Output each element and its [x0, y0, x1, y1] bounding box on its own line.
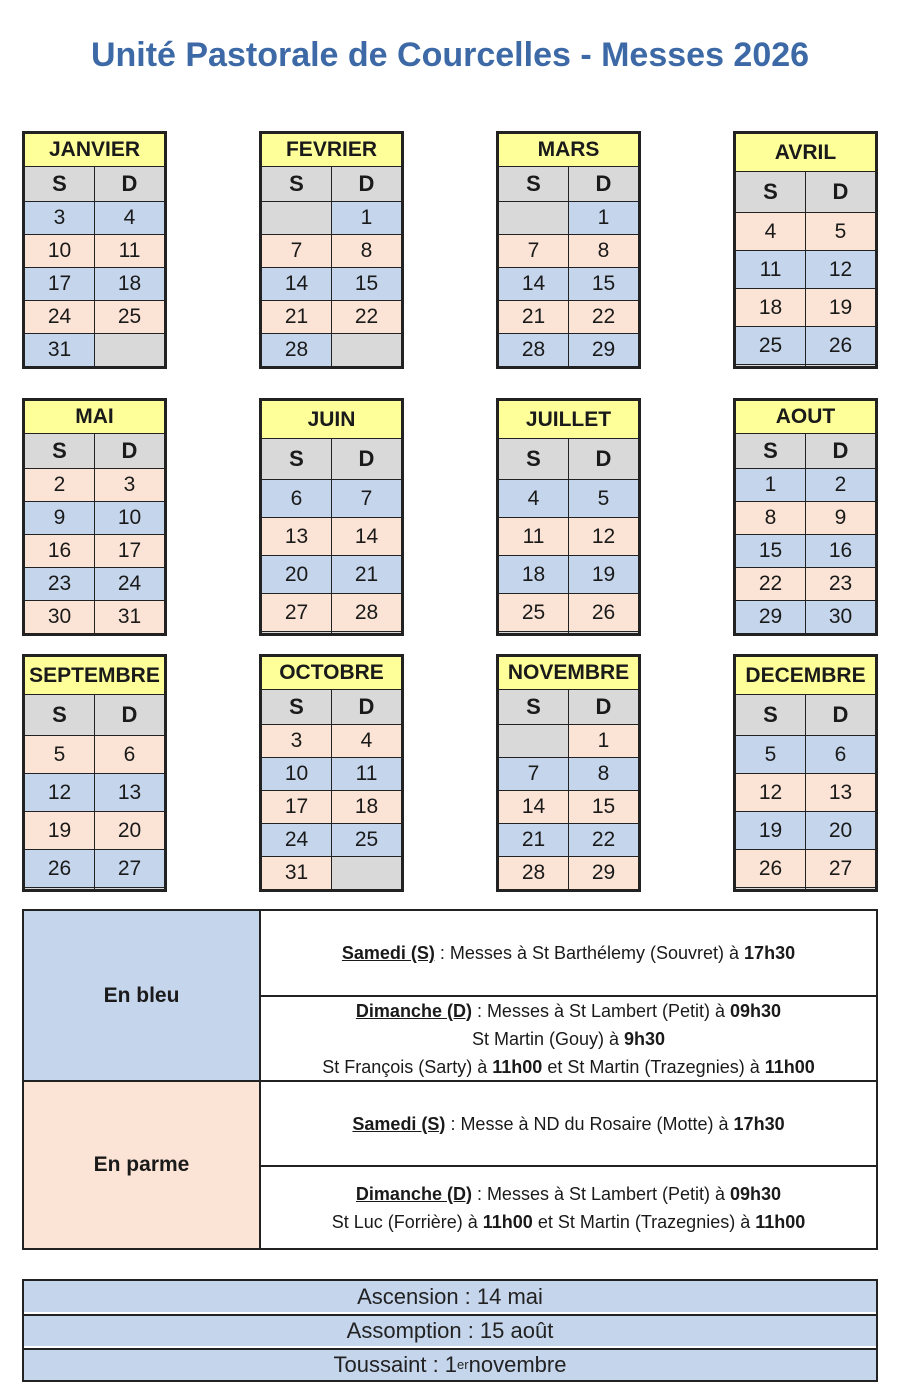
month-name: NOVEMBRE [499, 657, 639, 690]
sunday-time: 11h00 [755, 1211, 806, 1232]
saturday-header: S [499, 166, 569, 202]
saturday-date: 29 [736, 601, 806, 634]
sunday-date: 20 [95, 812, 165, 850]
sunday-date: 8 [569, 758, 639, 791]
sunday-time: 09h30 [730, 1183, 782, 1204]
saturday-text: : Messes à St Barthélemy (Souvret) à [434, 943, 745, 963]
sunday-date: 12 [806, 251, 876, 289]
sunday-date: 13 [806, 774, 876, 812]
month-avril [733, 131, 878, 369]
sunday-date: 27 [806, 850, 876, 888]
saturday-date: 21 [262, 301, 332, 334]
saturday-date: 27 [262, 594, 332, 632]
saturday-header: S [25, 433, 95, 469]
sunday-date: 20 [806, 812, 876, 850]
saturday-date: 16 [25, 535, 95, 568]
sunday-date [95, 888, 165, 890]
sunday-date: 30 [806, 601, 876, 634]
sunday-text: : Messes à St Lambert (Petit) à [471, 1000, 731, 1021]
sunday-date: 15 [569, 268, 639, 301]
sunday-date: 12 [569, 518, 639, 556]
saturday-date: 2 [25, 469, 95, 502]
feast-assomption: Assomption : 15 août [24, 1315, 876, 1349]
sunday-date: 1 [569, 202, 639, 235]
sunday-header: D [569, 166, 639, 202]
sunday-text: et St Martin (Trazegnies) à [532, 1211, 756, 1232]
sunday-header: D [806, 695, 876, 736]
month-septembre [22, 654, 167, 892]
saturday-header: S [736, 172, 806, 213]
saturday-date: 13 [262, 518, 332, 556]
sunday-time: 9h30 [624, 1028, 666, 1049]
month-fevrier [259, 131, 404, 369]
saturday-date: 7 [499, 235, 569, 268]
sunday-date: 31 [95, 601, 165, 634]
sunday-header: D [806, 433, 876, 469]
sunday-text: St François (Sarty) à [322, 1056, 493, 1077]
sunday-date [806, 365, 876, 367]
sunday-date: 16 [806, 535, 876, 568]
saturday-label: Samedi (S) [352, 1113, 446, 1134]
sunday-date: 6 [806, 736, 876, 774]
month-octobre [259, 654, 404, 892]
sunday-header: D [806, 172, 876, 213]
month-name: FEVRIER [262, 134, 402, 167]
sunday-date: 8 [569, 235, 639, 268]
sunday-date: 25 [95, 301, 165, 334]
saturday-date: 8 [736, 502, 806, 535]
saturday-date: 10 [262, 758, 332, 791]
saturday-date: 26 [25, 850, 95, 888]
legend-parme-sunday [261, 1167, 876, 1248]
page-title: Unité Pastorale de Courcelles - Messes 2026 [90, 36, 810, 74]
saturday-date: 4 [499, 480, 569, 518]
sunday-date: 1 [569, 725, 639, 758]
sunday-date [806, 888, 876, 890]
saturday-date: 25 [499, 594, 569, 632]
saturday-date [499, 202, 569, 235]
sunday-time: 11h00 [764, 1056, 815, 1077]
saturday-label: Samedi (S) [341, 943, 435, 963]
sunday-header: D [569, 439, 639, 480]
saturday-header: S [262, 439, 332, 480]
legend-parme-saturday [261, 1082, 876, 1165]
sunday-date: 11 [95, 235, 165, 268]
sunday-date: 19 [569, 556, 639, 594]
saturday-date: 21 [499, 301, 569, 334]
sunday-date: 19 [806, 289, 876, 327]
month-name: OCTOBRE [262, 657, 402, 690]
sunday-date: 6 [95, 736, 165, 774]
sunday-date: 10 [95, 502, 165, 535]
saturday-date: 19 [736, 812, 806, 850]
sunday-header: D [332, 689, 402, 725]
month-mars [496, 131, 641, 369]
saturday-date: 7 [262, 235, 332, 268]
sunday-date: 3 [95, 469, 165, 502]
saturday-date: 25 [736, 327, 806, 365]
month-novembre [496, 654, 641, 892]
month-name: JUIN [262, 401, 402, 439]
month-name: AOUT [736, 401, 876, 434]
sunday-text: et St Martin (Trazegnies) à [542, 1056, 765, 1077]
sunday-text: St Luc (Forrière) à [331, 1211, 483, 1232]
sunday-date: 28 [332, 594, 402, 632]
saturday-date: 11 [736, 251, 806, 289]
saturday-date: 17 [262, 791, 332, 824]
saturday-date: 6 [262, 480, 332, 518]
sunday-date: 5 [806, 213, 876, 251]
sunday-date: 9 [806, 502, 876, 535]
sunday-date: 14 [332, 518, 402, 556]
saturday-date: 1 [736, 469, 806, 502]
saturday-date [25, 888, 95, 890]
sunday-date [332, 632, 402, 634]
sunday-date: 1 [332, 202, 402, 235]
saturday-date: 3 [25, 202, 95, 235]
saturday-date: 20 [262, 556, 332, 594]
saturday-header: S [499, 689, 569, 725]
month-name: AVRIL [736, 134, 876, 172]
saturday-date: 12 [736, 774, 806, 812]
month-juillet [496, 398, 641, 636]
sunday-label: Dimanche (D) [355, 1000, 472, 1021]
feast-superscript: er [457, 1357, 469, 1372]
saturday-date [262, 632, 332, 634]
sunday-header: D [569, 689, 639, 725]
sunday-date [332, 334, 402, 367]
sunday-label: Dimanche (D) [355, 1183, 472, 1204]
sunday-date: 4 [95, 202, 165, 235]
sunday-date [569, 632, 639, 634]
month-name: DECEMBRE [736, 657, 876, 695]
saturday-date: 11 [499, 518, 569, 556]
month-name: MARS [499, 134, 639, 167]
saturday-date: 23 [25, 568, 95, 601]
month-decembre [733, 654, 878, 892]
saturday-header: S [25, 166, 95, 202]
legend-parme-label: En parme [24, 1080, 261, 1248]
month-juin [259, 398, 404, 636]
saturday-date: 14 [262, 268, 332, 301]
sunday-date: 22 [569, 824, 639, 857]
saturday-date: 14 [499, 268, 569, 301]
saturday-date: 28 [499, 857, 569, 890]
saturday-date: 22 [736, 568, 806, 601]
sunday-date: 8 [332, 235, 402, 268]
month-name: JUILLET [499, 401, 639, 439]
sunday-date: 2 [806, 469, 876, 502]
sunday-time: 11h00 [492, 1056, 543, 1077]
sunday-date: 18 [95, 268, 165, 301]
saturday-time: 17h30 [744, 943, 796, 963]
saturday-header: S [499, 439, 569, 480]
sunday-date: 26 [806, 327, 876, 365]
feast-text: Toussaint : 1 [333, 1351, 458, 1377]
sunday-date [332, 857, 402, 890]
sunday-date: 27 [95, 850, 165, 888]
saturday-date: 19 [25, 812, 95, 850]
saturday-date: 31 [25, 334, 95, 367]
month-aout [733, 398, 878, 636]
saturday-header: S [262, 689, 332, 725]
month-name: SEPTEMBRE [25, 657, 165, 695]
sunday-date: 26 [569, 594, 639, 632]
sunday-date: 21 [332, 556, 402, 594]
feast-text: novembre [468, 1351, 567, 1377]
sunday-date: 11 [332, 758, 402, 791]
sunday-date: 13 [95, 774, 165, 812]
saturday-date: 28 [262, 334, 332, 367]
sunday-header: D [95, 433, 165, 469]
saturday-date: 12 [25, 774, 95, 812]
feast-ascension: Ascension : 14 mai [24, 1281, 876, 1315]
saturday-date: 15 [736, 535, 806, 568]
saturday-date: 10 [25, 235, 95, 268]
saturday-header: S [25, 695, 95, 736]
saturday-date [499, 725, 569, 758]
saturday-text: : Messe à ND du Rosaire (Motte) à [445, 1113, 734, 1134]
saturday-date: 9 [25, 502, 95, 535]
legend-blue-sunday [261, 997, 876, 1080]
month-mai [22, 398, 167, 636]
sunday-text: : Messes à St Lambert (Petit) à [471, 1183, 731, 1204]
sunday-header: D [332, 166, 402, 202]
saturday-date: 26 [736, 850, 806, 888]
sunday-date: 22 [332, 301, 402, 334]
saturday-date [499, 632, 569, 634]
sunday-date [95, 334, 165, 367]
sunday-time: 11h00 [482, 1211, 533, 1232]
saturday-header: S [736, 695, 806, 736]
feast-days [22, 1279, 878, 1382]
saturday-date [262, 202, 332, 235]
sunday-date: 24 [95, 568, 165, 601]
sunday-date: 23 [806, 568, 876, 601]
saturday-date: 14 [499, 791, 569, 824]
saturday-date: 18 [499, 556, 569, 594]
month-name: JANVIER [25, 134, 165, 167]
sunday-date: 25 [332, 824, 402, 857]
saturday-date: 31 [262, 857, 332, 890]
saturday-date: 28 [499, 334, 569, 367]
month-name: MAI [25, 401, 165, 434]
feast-toussaint [24, 1349, 876, 1380]
saturday-date: 4 [736, 213, 806, 251]
saturday-time: 17h30 [733, 1113, 785, 1134]
saturday-date [736, 888, 806, 890]
saturday-date: 17 [25, 268, 95, 301]
saturday-date: 24 [262, 824, 332, 857]
sunday-header: D [95, 695, 165, 736]
legend-blue-saturday [261, 911, 876, 995]
saturday-date: 24 [25, 301, 95, 334]
saturday-date: 7 [499, 758, 569, 791]
saturday-date: 3 [262, 725, 332, 758]
saturday-date: 5 [736, 736, 806, 774]
sunday-date: 17 [95, 535, 165, 568]
saturday-date [736, 365, 806, 367]
sunday-date: 29 [569, 857, 639, 890]
sunday-date: 5 [569, 480, 639, 518]
legend-table [22, 909, 878, 1250]
saturday-date: 21 [499, 824, 569, 857]
sunday-date: 15 [332, 268, 402, 301]
sunday-header: D [332, 439, 402, 480]
sunday-date: 18 [332, 791, 402, 824]
saturday-date: 5 [25, 736, 95, 774]
legend-blue-label: En bleu [24, 911, 261, 1080]
sunday-header: D [95, 166, 165, 202]
sunday-date: 15 [569, 791, 639, 824]
saturday-header: S [736, 433, 806, 469]
sunday-date: 4 [332, 725, 402, 758]
sunday-text: St Martin (Gouy) à [471, 1028, 624, 1049]
sunday-date: 29 [569, 334, 639, 367]
saturday-header: S [262, 166, 332, 202]
sunday-date: 22 [569, 301, 639, 334]
sunday-date: 7 [332, 480, 402, 518]
saturday-date: 30 [25, 601, 95, 634]
sunday-time: 09h30 [730, 1000, 782, 1021]
month-janvier [22, 131, 167, 369]
saturday-date: 18 [736, 289, 806, 327]
